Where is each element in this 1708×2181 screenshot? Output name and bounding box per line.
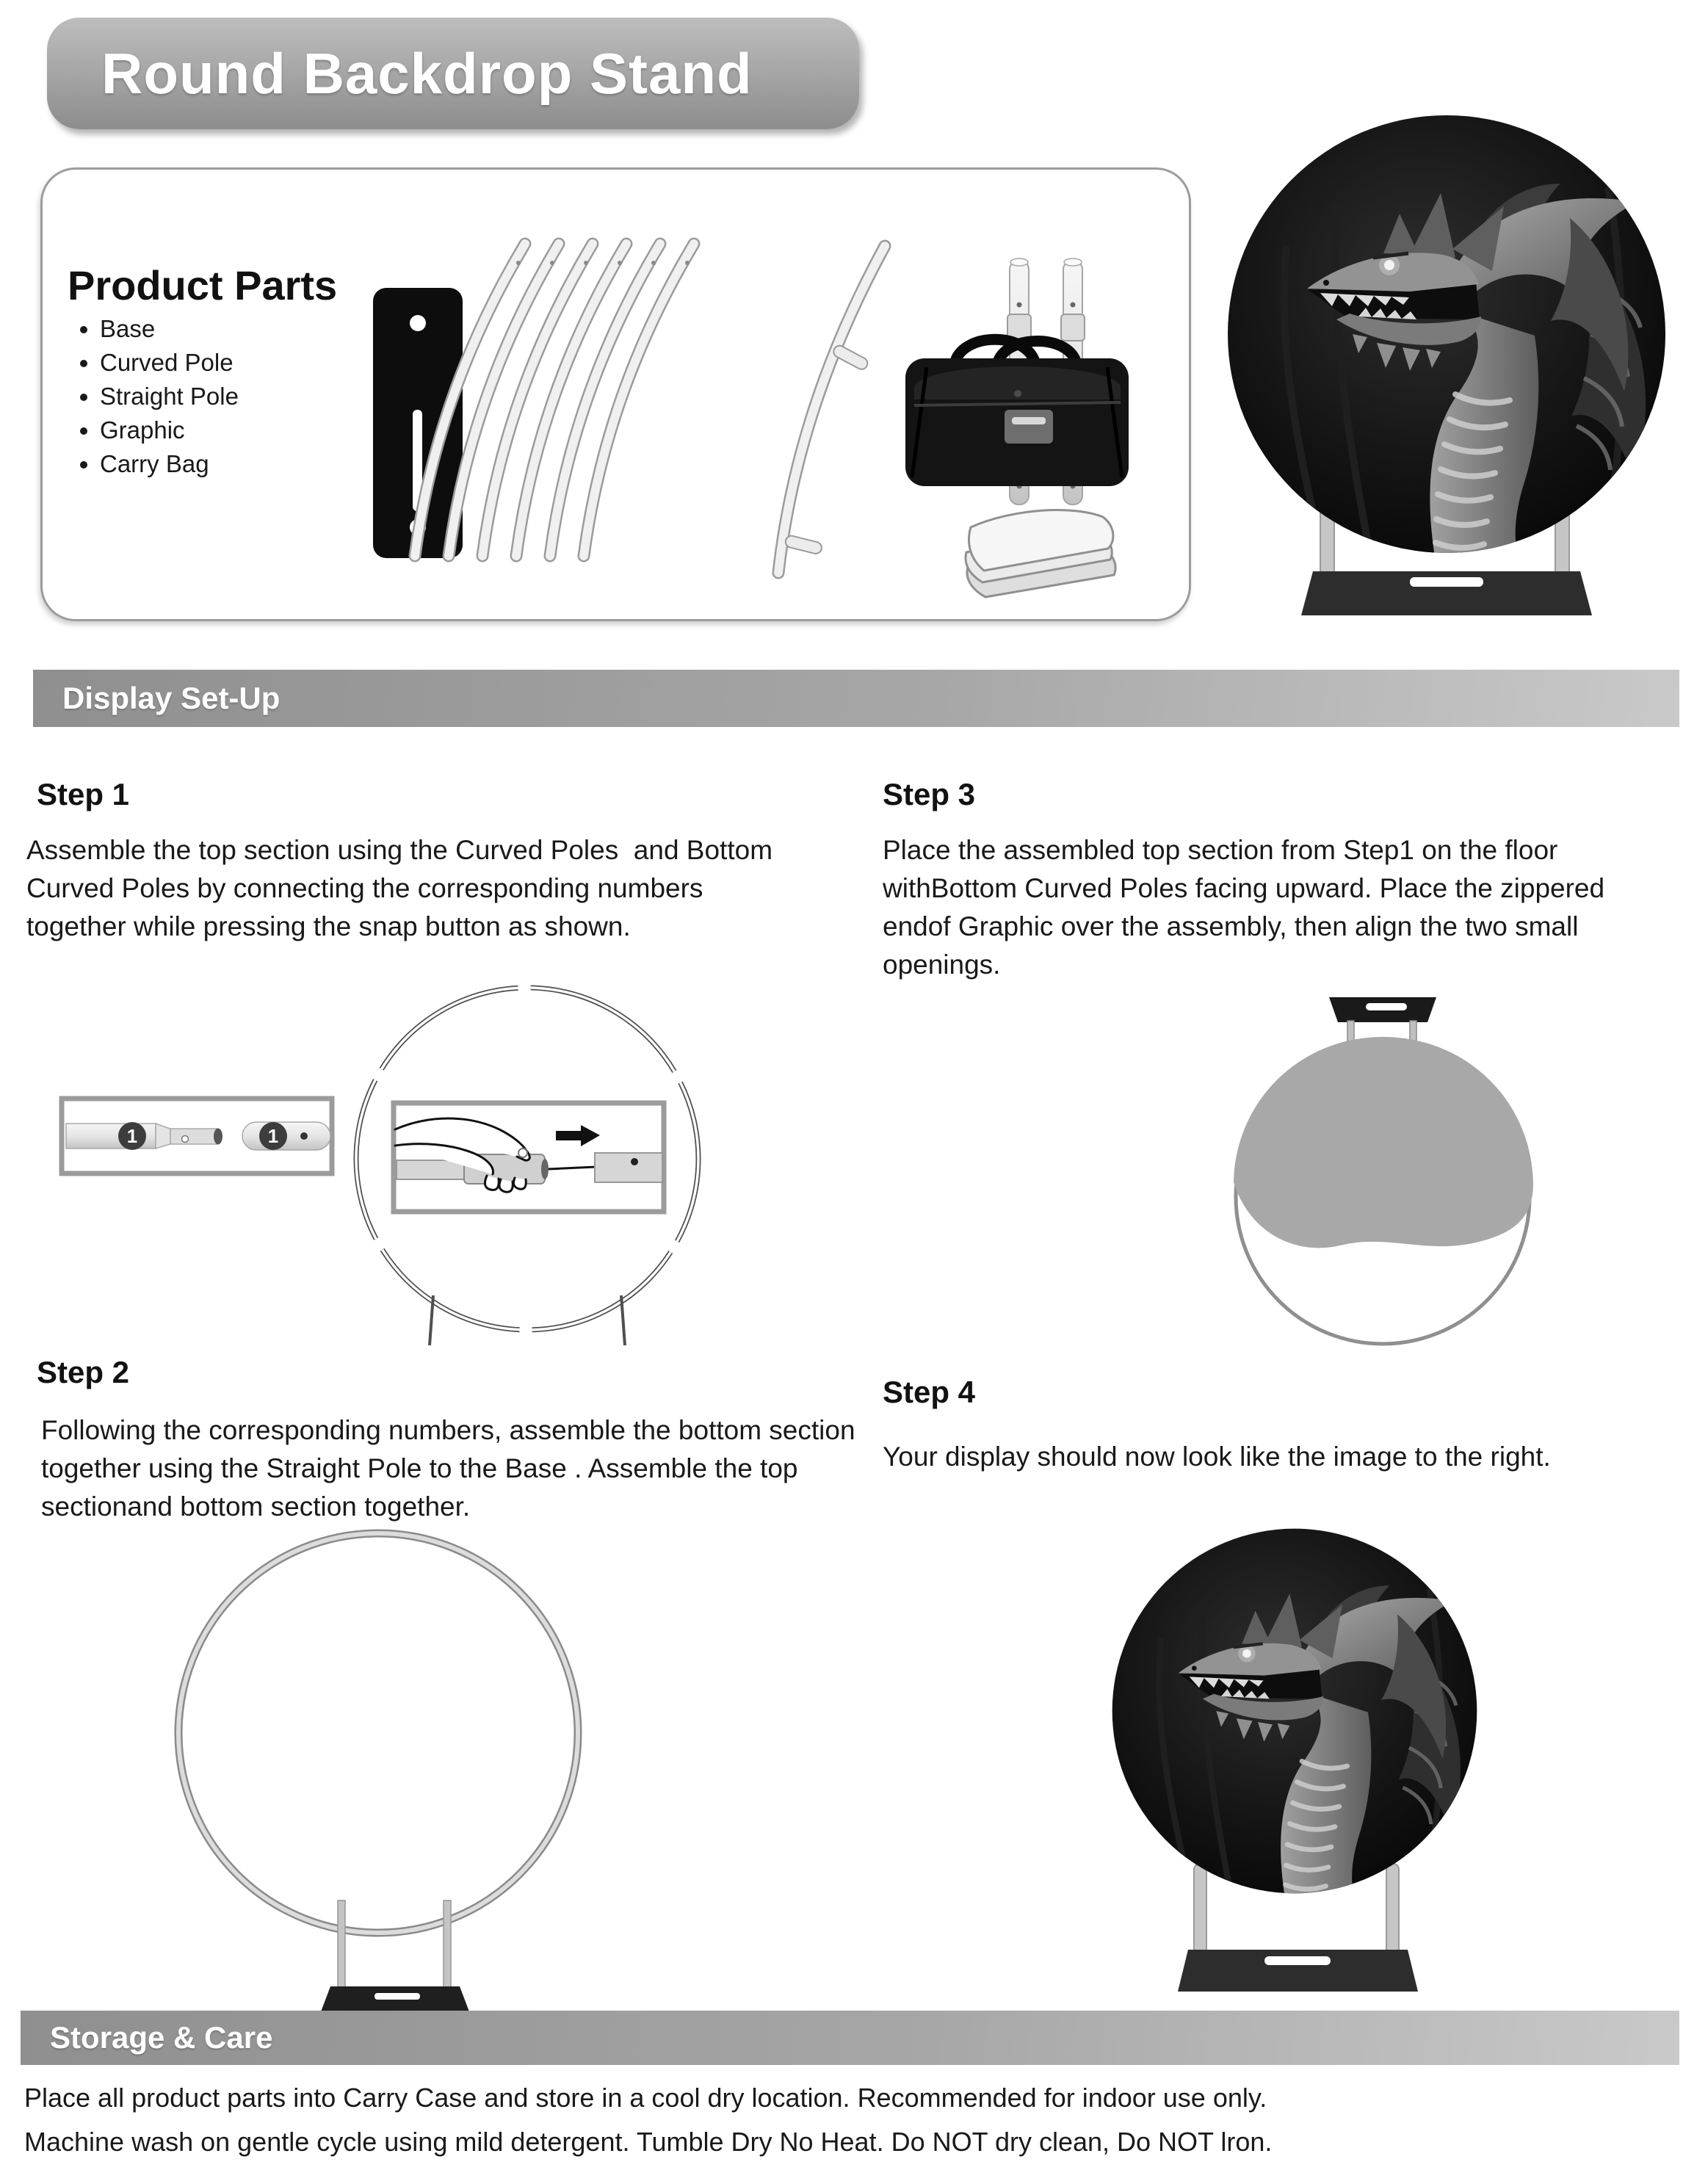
step2-illustration [167,1519,626,2025]
list-item-graphic: • Graphic [100,413,352,447]
list-item-curved-pole: • Curved Pole [100,346,352,380]
step1-snap-button-detail [391,1100,667,1215]
storage-care-line1: Place all product parts into Carry Case and store in a cool dry location. Recommended for indoor use only. [24,2083,1267,2113]
list-item-carry-bag: • Carry Bag [100,447,352,481]
step3-text: Place the assembled top section from Step1 on the floor withBottom Curved Poles facing upward. Place the zippered endof Graphic over the assembly, then align the two small openings. [883,835,1613,980]
dragon-graphic [1226,114,1667,563]
step3-illustration [1212,984,1557,1351]
product-parts-list [73,312,352,481]
storage-care-line2: Machine wash on gentle cycle using mild detergent. Tumble Dry No Heat. Do NOT dry clean, Do NOT lron. [24,2127,1273,2157]
page-title: Round Backdrop Stand [47,18,859,129]
list-item-straight-pole: • Straight Pole [100,380,352,413]
step4-text: Your display should now look like the image to the right. [883,1442,1551,1472]
folded-graphic-illustration [966,510,1115,597]
step4-heading: Step 4 [883,1375,976,1409]
carry-bag-illustration [905,339,1129,486]
section-storage-care: Storage & Care [21,2011,1679,2065]
section-display-setup: Display Set-Up [33,670,1679,727]
product-parts-heading: Product Parts [68,262,338,308]
graphic-drape [1234,1037,1533,1248]
curved-pole-with-stubs-illustration [778,246,885,573]
list-item-base: • Base [100,312,352,346]
connector-number: 1 [267,1125,279,1147]
step2-text: Following the corresponding numbers, assemble the bottom section together using the Straight Pole to the Base . Assemble the top sectionand bottom section together. [41,1415,863,1522]
dragon-graphic [1111,1527,1478,1902]
connector-number: 1 [126,1125,138,1147]
step3-heading: Step 3 [883,777,976,811]
step2-heading: Step 2 [37,1355,130,1389]
assembled-display-preview [1219,106,1674,621]
product-parts-illustration [367,220,1190,610]
step1-text: Assemble the top section using the Curved Poles and Bottom Curved Poles by connecting the corresponding numbers together while pressing the snap button as shown. [26,835,781,941]
step1-connector-detail [59,1096,335,1176]
step1-heading: Step 1 [37,777,130,811]
step4-illustration [1101,1519,1557,2000]
